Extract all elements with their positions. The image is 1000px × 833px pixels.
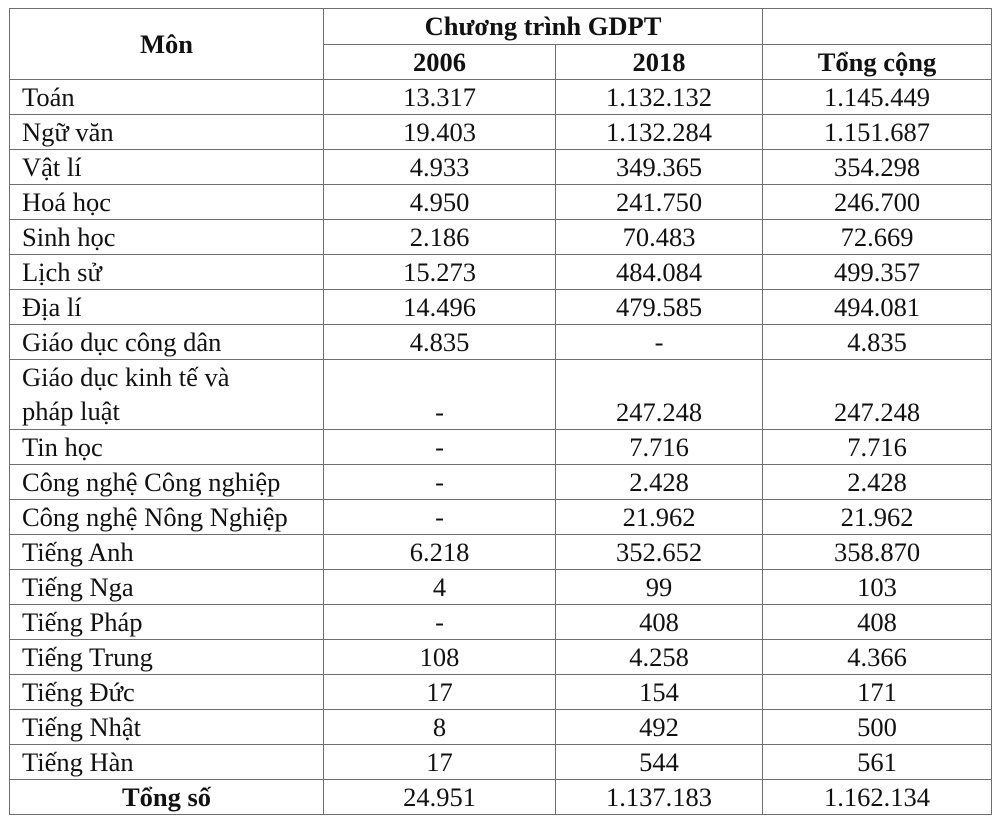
table-row	[10, 570, 992, 605]
header-year-2006: 2006	[324, 45, 556, 80]
value-2018-cell: 349.365	[556, 150, 763, 185]
value-2006-cell: 108	[324, 640, 556, 675]
subject-cell: Lịch sử	[10, 255, 324, 290]
subject-cell: Giáo dục kinh tế và pháp luật	[10, 360, 324, 430]
value-2006-cell: 15.273	[324, 255, 556, 290]
total-2006: 24.951	[324, 780, 556, 815]
table-row	[10, 605, 992, 640]
value-2018-cell: 1.132.284	[556, 115, 763, 150]
subject-cell: Sinh học	[10, 220, 324, 255]
value-2018-cell: 352.652	[556, 535, 763, 570]
table-row	[10, 360, 992, 430]
value-total-cell: 494.081	[763, 290, 992, 325]
subject-cell: Tiếng Nga	[10, 570, 324, 605]
table-row	[10, 185, 992, 220]
value-total-cell: 561	[763, 745, 992, 780]
value-total-cell: 72.669	[763, 220, 992, 255]
table-row	[10, 675, 992, 710]
value-total-cell: 21.962	[763, 500, 992, 535]
subject-cell: Công nghệ Nông Nghiệp	[10, 500, 324, 535]
header-total: Tổng cộng	[763, 45, 992, 80]
value-2006-cell: 4.933	[324, 150, 556, 185]
value-2018-cell: 1.132.132	[556, 80, 763, 115]
value-2006-cell: 6.218	[324, 535, 556, 570]
value-2006-cell: 2.186	[324, 220, 556, 255]
value-2006-cell: 4	[324, 570, 556, 605]
table-row	[10, 430, 992, 465]
value-2018-cell: 479.585	[556, 290, 763, 325]
header-year-2018: 2018	[556, 45, 763, 80]
value-2018-cell: 7.716	[556, 430, 763, 465]
value-2018-cell: 247.248	[556, 360, 763, 430]
subject-cell: Tiếng Trung	[10, 640, 324, 675]
value-2006-cell: -	[324, 430, 556, 465]
value-total-cell: 246.700	[763, 185, 992, 220]
table-row	[10, 465, 992, 500]
value-total-cell: 171	[763, 675, 992, 710]
subject-cell: Tiếng Pháp	[10, 605, 324, 640]
value-total-cell: 1.151.687	[763, 115, 992, 150]
value-total-cell: 4.366	[763, 640, 992, 675]
subject-cell: Toán	[10, 80, 324, 115]
table-row	[10, 710, 992, 745]
value-total-cell: 2.428	[763, 465, 992, 500]
subject-cell: Địa lí	[10, 290, 324, 325]
table-row	[10, 150, 992, 185]
value-2018-cell: 4.258	[556, 640, 763, 675]
value-2018-cell: 2.428	[556, 465, 763, 500]
value-total-cell: 500	[763, 710, 992, 745]
subject-cell: Giáo dục công dân	[10, 325, 324, 360]
subject-statistics-table	[9, 8, 992, 815]
table-body	[10, 80, 992, 780]
value-2006-cell: -	[324, 605, 556, 640]
table-row	[10, 535, 992, 570]
value-2006-cell: 17	[324, 745, 556, 780]
value-2006-cell: 13.317	[324, 80, 556, 115]
value-total-cell: 4.835	[763, 325, 992, 360]
table-row	[10, 80, 992, 115]
value-2006-cell: 4.950	[324, 185, 556, 220]
table-row	[10, 220, 992, 255]
table-row	[10, 255, 992, 290]
value-2006-cell: 8	[324, 710, 556, 745]
total-row	[10, 780, 992, 815]
value-total-cell: 408	[763, 605, 992, 640]
value-total-cell: 247.248	[763, 360, 992, 430]
value-2018-cell: 99	[556, 570, 763, 605]
value-2018-cell: 544	[556, 745, 763, 780]
total-label: Tổng số	[10, 780, 324, 815]
subject-cell: Công nghệ Công nghiệp	[10, 465, 324, 500]
subject-cell: Tin học	[10, 430, 324, 465]
total-overall: 1.162.134	[763, 780, 992, 815]
value-2018-cell: 21.962	[556, 500, 763, 535]
value-total-cell: 499.357	[763, 255, 992, 290]
table-row	[10, 115, 992, 150]
subject-cell: Tiếng Hàn	[10, 745, 324, 780]
value-2006-cell: 19.403	[324, 115, 556, 150]
value-2018-cell: 492	[556, 710, 763, 745]
table-row	[10, 290, 992, 325]
value-2006-cell: -	[324, 465, 556, 500]
value-2018-cell: -	[556, 325, 763, 360]
table-row	[10, 500, 992, 535]
value-2006-cell: -	[324, 360, 556, 430]
value-total-cell: 1.145.449	[763, 80, 992, 115]
subject-cell: Tiếng Anh	[10, 535, 324, 570]
value-2018-cell: 154	[556, 675, 763, 710]
value-2018-cell: 484.084	[556, 255, 763, 290]
subject-cell: Tiếng Đức	[10, 675, 324, 710]
table-row	[10, 745, 992, 780]
subject-cell: Vật lí	[10, 150, 324, 185]
value-total-cell: 358.870	[763, 535, 992, 570]
subject-cell: Tiếng Nhật	[10, 710, 324, 745]
value-2006-cell: 4.835	[324, 325, 556, 360]
value-2018-cell: 241.750	[556, 185, 763, 220]
value-2006-cell: 17	[324, 675, 556, 710]
table-row	[10, 640, 992, 675]
total-2018: 1.137.183	[556, 780, 763, 815]
value-2006-cell: 14.496	[324, 290, 556, 325]
value-2018-cell: 408	[556, 605, 763, 640]
header-program-group: Chương trình GDPT	[324, 9, 763, 45]
value-2018-cell: 70.483	[556, 220, 763, 255]
header-row-top	[10, 9, 992, 45]
value-total-cell: 354.298	[763, 150, 992, 185]
value-2006-cell: -	[324, 500, 556, 535]
subject-cell: Hoá học	[10, 185, 324, 220]
table-row	[10, 325, 992, 360]
value-total-cell: 7.716	[763, 430, 992, 465]
subject-cell: Ngữ văn	[10, 115, 324, 150]
header-empty-cell	[763, 9, 992, 45]
value-total-cell: 103	[763, 570, 992, 605]
header-subject: Môn	[10, 9, 324, 80]
